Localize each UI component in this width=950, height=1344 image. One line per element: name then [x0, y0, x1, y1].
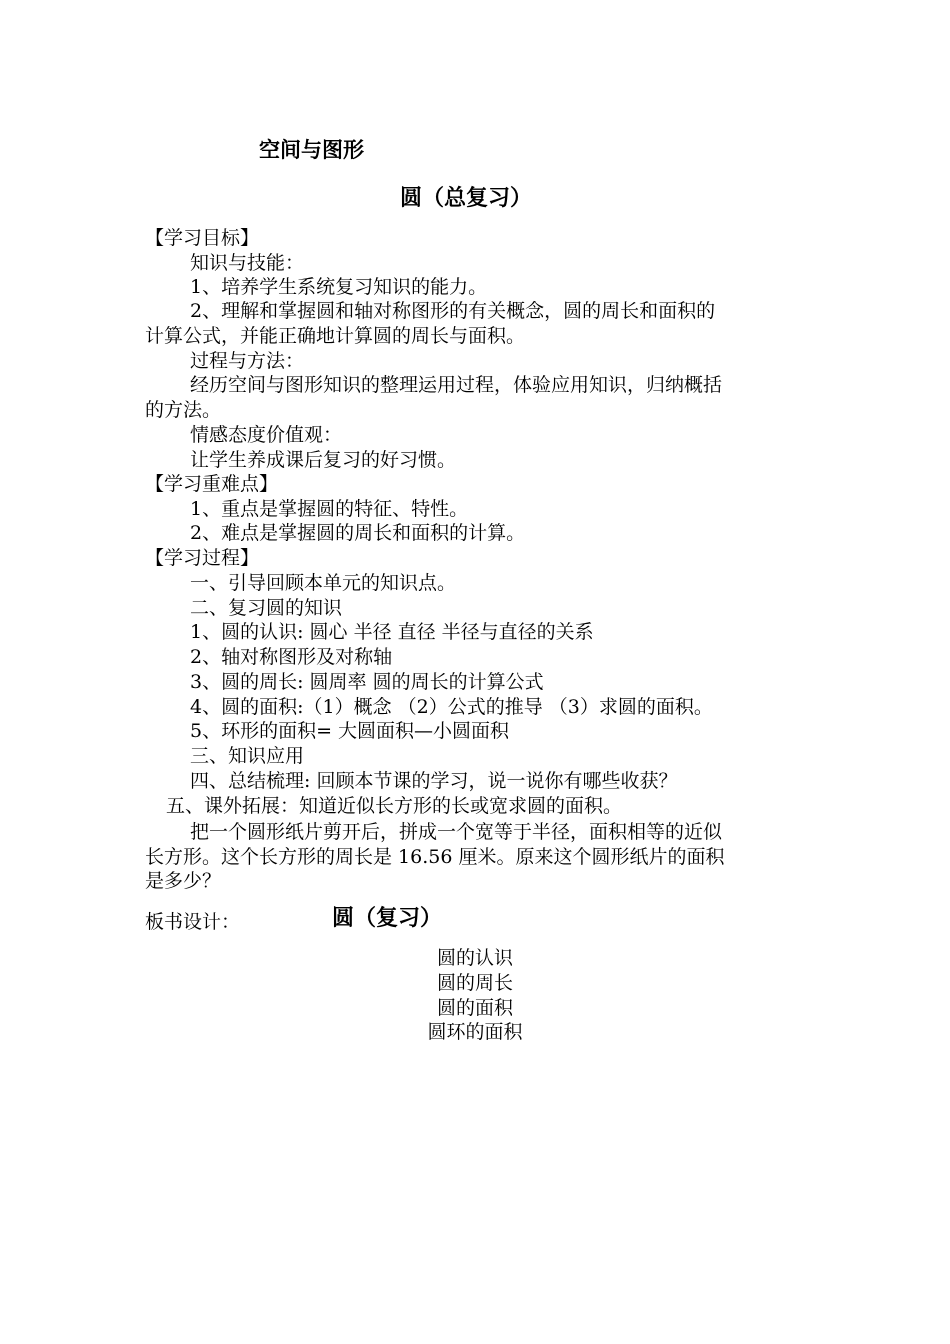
problem-text: 把一个圆形纸片剪开后，拼成一个宽等于半径，面积相等的近似 [190, 821, 723, 843]
key-point-item: 1、重点是掌握圆的特征、特性。 [190, 498, 469, 520]
process-substep: 3、圆的周长: 圆周率 圆的周长的计算公式 [190, 671, 544, 693]
board-title: 圆（复习） [332, 905, 443, 931]
process-heading: 【学习过程】 [145, 547, 260, 569]
goal-item-continued: 的方法。 [145, 399, 222, 421]
board-item: 圆的面积 [436, 997, 513, 1019]
goal-item: 让学生养成课后复习的好习惯。 [190, 449, 457, 471]
process-substep: 1、圆的认识: 圆心 半径 直径 半径与直径的关系 [190, 621, 594, 643]
page-title: 圆（总复习） [400, 185, 533, 211]
goal-item: 经历空间与图形知识的整理运用过程，体验应用知识，归纳概括 [190, 374, 723, 396]
process-step: 五、课外拓展：知道近似长方形的长或宽求圆的面积。 [166, 795, 623, 817]
process-step: 四、总结梳理: 回顾本节课的学习，说一说你有哪些收获？ [190, 770, 678, 792]
board-item: 圆环的面积 [427, 1021, 523, 1043]
board-item: 圆的认识 [436, 947, 513, 969]
section-title: 空间与图形 [259, 137, 364, 162]
goals-heading: 【学习目标】 [145, 227, 260, 249]
process-substep: 2、轴对称图形及对称轴 [190, 646, 393, 668]
board-label: 板书设计： [145, 911, 241, 933]
goal-item-continued: 计算公式，并能正确地计算圆的周长与面积。 [145, 325, 526, 347]
process-label: 过程与方法： [190, 350, 305, 372]
process-step: 一、引导回顾本单元的知识点。 [190, 572, 457, 594]
process-step: 三、知识应用 [190, 745, 305, 767]
problem-text: 长方形。这个长方形的周长是 16.56 厘米。原来这个圆形纸片的面积 [145, 846, 725, 868]
emotion-label: 情感态度价值观： [190, 424, 343, 446]
key-points-heading: 【学习重难点】 [145, 473, 279, 495]
knowledge-label: 知识与技能： [190, 252, 305, 274]
board-item: 圆的周长 [436, 972, 513, 994]
key-point-item: 2、难点是掌握圆的周长和面积的计算。 [190, 522, 526, 544]
goal-item: 1、培养学生系统复习知识的能力。 [190, 276, 488, 298]
process-substep: 5、环形的面积= 大圆面积—小圆面积 [190, 720, 510, 742]
process-step: 二、复习圆的知识 [190, 597, 343, 619]
process-substep: 4、圆的面积:（1）概念 （2）公式的推导 （3）求圆的面积。 [190, 696, 713, 718]
problem-text: 是多少？ [145, 870, 222, 892]
goal-item: 2、理解和掌握圆和轴对称图形的有关概念，圆的周长和面积的 [190, 300, 716, 322]
